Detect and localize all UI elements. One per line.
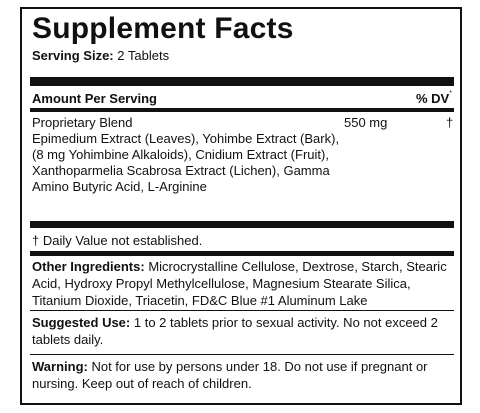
warning-text: Not for use by persons under 18. Do not use if pregnant or nursing. Keep out of reach of children.: [32, 359, 428, 391]
blend-name: Proprietary Blend: [32, 115, 133, 130]
warning: [32, 358, 462, 392]
other-ingredients: [32, 258, 462, 309]
serving-size: [32, 48, 169, 63]
other-ingredients-label: Other Ingredients:: [32, 259, 145, 274]
serving-size-value: 2 Tablets: [117, 48, 170, 63]
dv-header-marker: *: [449, 90, 452, 97]
panel-content: [30, 9, 454, 403]
dv-header: [416, 91, 452, 106]
blend-dv: †: [446, 115, 454, 130]
thick-divider-footnote: [30, 251, 454, 256]
warning-label: Warning:: [32, 359, 88, 374]
divider-warning: [30, 354, 454, 355]
blend-amount: 550 mg: [344, 115, 388, 130]
serving-size-label: Serving Size:: [32, 48, 114, 63]
suggested-use-label: Suggested Use:: [32, 315, 131, 330]
other-ingredients-text: Microcrystalline Cellulose, Dextrose, Starch, Stearic Acid, Hydroxy Propyl Methylcellulose, Magnesium Stearate Silica, Titanium Dioxide, Triacetin, FD&C Blue #1 Aluminum Lake: [32, 259, 447, 308]
header-divider: [30, 108, 454, 112]
suggested-use: [32, 314, 462, 348]
dv-footnote: † Daily Value not established.: [32, 233, 203, 248]
panel-title: Supplement Facts: [32, 12, 294, 45]
supplement-facts-panel: [20, 7, 462, 405]
thick-divider-top: [30, 77, 454, 86]
blend-ingredients: Epimedium Extract (Leaves), Yohimbe Extract (Bark), (8 mg Yohimbine Alkaloids), Cnidium Extract (Fruit), Xanthoparmelia Scabrosa Extract (Lichen), Gamma Amino Butyric Acid, L-Arginine: [32, 131, 340, 194]
amount-per-serving-header: Amount Per Serving: [32, 91, 157, 106]
dv-header-label: % DV: [416, 91, 450, 106]
thick-divider-blend: [30, 221, 454, 228]
divider-suggested-use: [30, 310, 454, 311]
suggested-use-text: 1 to 2 tablets prior to sexual activity. No not exceed 2 tablets daily.: [32, 315, 438, 347]
